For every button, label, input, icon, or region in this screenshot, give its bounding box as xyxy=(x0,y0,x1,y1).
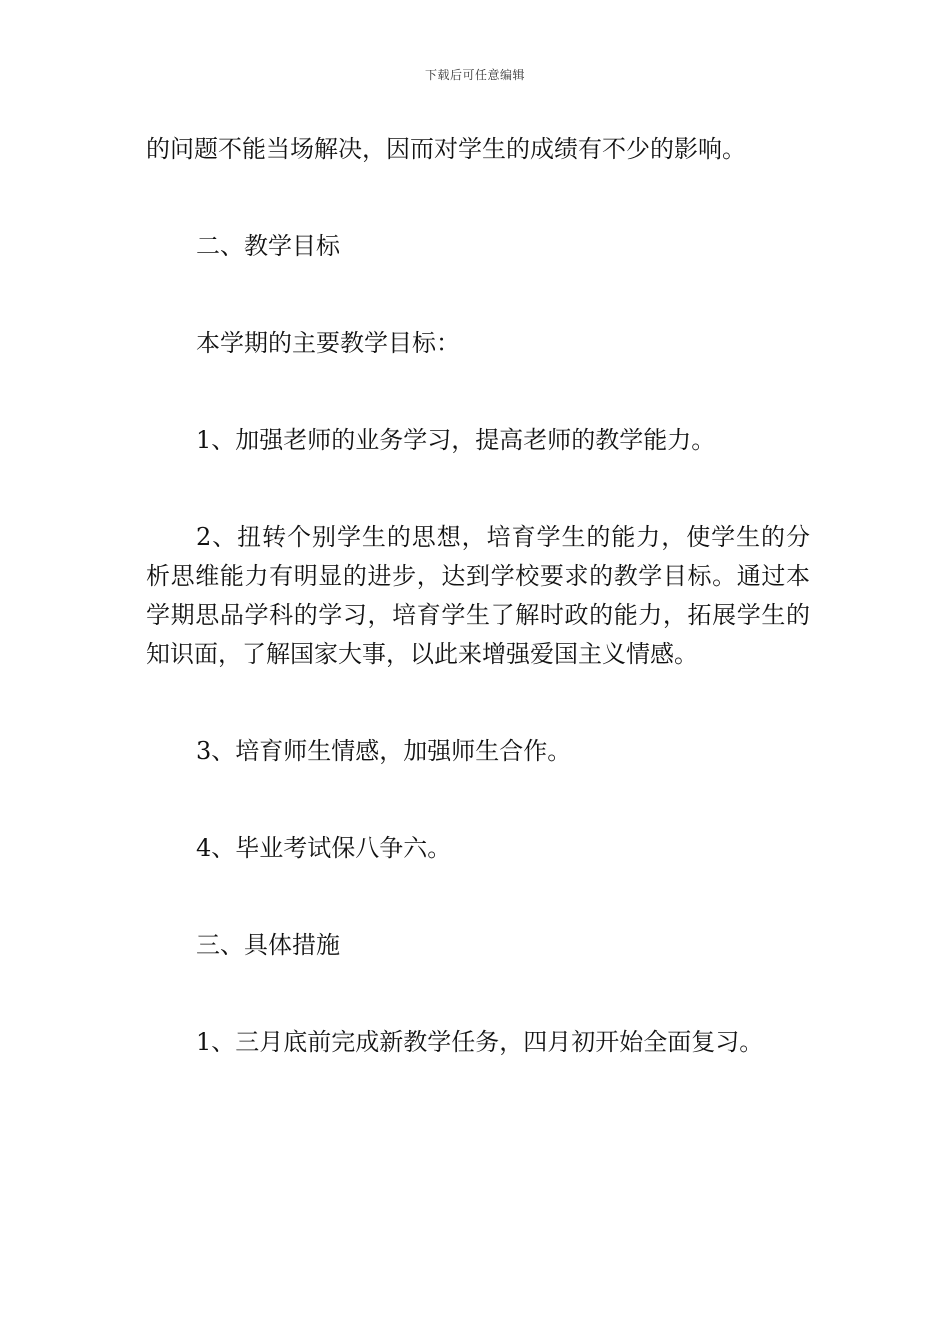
paragraph-goals-intro: 本学期的主要教学目标： xyxy=(196,329,460,357)
section-heading-goals: 二、教学目标 xyxy=(196,232,340,260)
goal-item-2: 2、扭转个别学生的思想，培育学生的能力，使学生的分析思维能力有明显的进步，达到学校要求的教学目标。通过本学期思品学科的学习，培育学生了解时政的能力，拓展学生的知识面，了解国家大事，以此来增强爱国主义情感。 xyxy=(146,523,810,668)
goal-item-4: 4、毕业考试保八争六。 xyxy=(196,834,452,862)
measure-item-1: 1、三月底前完成新教学任务，四月初开始全面复习。 xyxy=(196,1028,764,1056)
section-heading-measures: 三、具体措施 xyxy=(196,931,340,959)
paragraph-continuation: 的问题不能当场解决，因而对学生的成绩有不少的影响。 xyxy=(146,135,746,163)
goal-item-1: 1、加强老师的业务学习，提高老师的教学能力。 xyxy=(196,426,716,454)
goal-item-3: 3、培育师生情感，加强师生合作。 xyxy=(196,737,572,765)
page-header-note: 下载后可任意编辑 xyxy=(424,68,525,82)
document-body xyxy=(146,130,810,1062)
